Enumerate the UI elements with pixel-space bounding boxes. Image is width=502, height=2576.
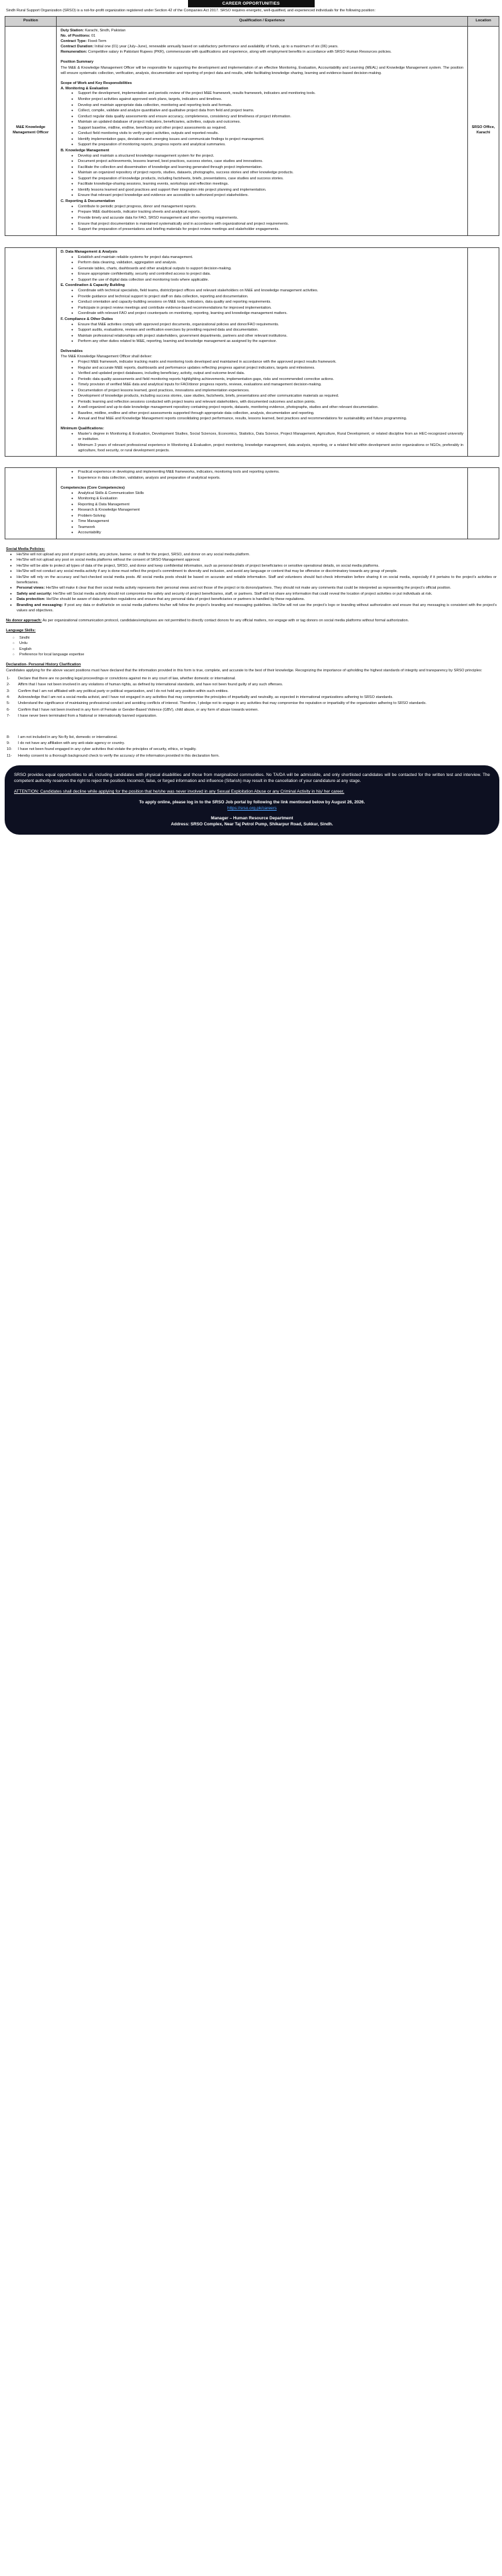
- list-item: ● Support the preparation of knowledge products, including factsheets, briefs, presentations, case studies and success stories.: [71, 177, 463, 182]
- list-item: ● Reporting & Data Management: [71, 503, 463, 508]
- careers-link[interactable]: https://srso.org.pk/careers: [227, 806, 277, 811]
- blank-cell: [5, 468, 57, 539]
- section-c-list: [61, 205, 463, 233]
- list-item: ● Ensure appropriate confidentiality, security and controlled access to project data.: [71, 272, 463, 277]
- declaration-item: 5- Understand the significance of maintaining professional conduct and avoiding conflicts of interest. Therefore, I pledge not to engage in any activities that may compromise the reputation or impartiality of the organization adhering to SRSO standards.: [7, 701, 427, 706]
- remuneration: Remuneration: Competitive salary in Pakistani Rupees (PKR), commensurate with qualifications and experience, along with employment benefits in accordance with SRSO Human Resources policies.: [61, 49, 392, 54]
- list-item: ● He/She will rely on the accuracy and fact-checked social media posts. All social media posts should be based on accurate and reliable information. Staff and volunteers should fact-check information before sharing it on social media, especially if it pertains to the project’s activities or beneficiaries.: [10, 575, 497, 586]
- min-qualifications-list: [61, 432, 463, 453]
- declaration-item: 11- Hereby consent to a thorough background check to verify the accuracy of the information provided in this declaration form.: [7, 753, 220, 758]
- table-row: [5, 468, 499, 539]
- equal-opportunity-text: SRSO provides equal opportunities to all, including candidates with physical disabilities and those from marginalized communities. No TA/DA will be admissible, and only shortlisted candidates will be contacted for the written test and interview. The competent authority reserves the right to reject the position. Incorrect, false, or forged information and influence (Sifarish) may result in the cancellation of your candidature at any stage.: [14, 772, 490, 784]
- list-item: ● Research & Knowledge Management: [71, 508, 463, 513]
- declaration-item: 3- Confirm that I am not affiliated with any political party or political organization, and I do not hold any position within such entities.: [7, 689, 229, 693]
- min-qualifications-list-continued: [61, 470, 463, 481]
- list-item: ● He/She will not conduct any social media activity if any is done must reflect the project’s commitment to diversity and inclusion, and avoid any language or content that may be offensive or discriminatory towards any group of people.: [10, 569, 497, 575]
- location-name: SRSO Office, Karachi: [471, 125, 495, 135]
- list-item: ● Develop and maintain appropriate data collection, monitoring and reporting tools and formats.: [71, 103, 463, 109]
- blank-cell: [468, 468, 499, 539]
- footer-notice: [5, 765, 499, 835]
- qualification-cell-continued: [57, 468, 468, 539]
- list-item: ● Provide guidance and technical support to project staff on data collection, reporting and documentation.: [71, 295, 463, 300]
- table-row: [5, 248, 499, 457]
- list-item: ● Teamwork: [71, 525, 463, 531]
- header-position: Position: [5, 17, 57, 26]
- list-item: ○ English: [13, 647, 497, 653]
- list-item: ● Identify lessons learned and good practices and support their integration into project planning and implementation.: [71, 188, 463, 193]
- section-a-list: [61, 91, 463, 148]
- position-table-continued: [5, 467, 499, 539]
- list-item: ● Maintain professional relationships with project stakeholders, government departments, partners and other relevant institutions.: [71, 334, 463, 339]
- list-item: ● Monitoring & Evaluation: [71, 497, 463, 502]
- blank-cell: [5, 248, 57, 457]
- list-item: ● Facilitate the collection and dissemination of knowledge and learning generated through project implementation.: [71, 165, 463, 171]
- list-item: ● Minimum 3 years of relevant professional experience in Monitoring & Evaluation, project monitoring, knowledge management, data analysis, reporting, or a related field within development sector organizations or NGOs, preferably in agriculture, food security, or rural development projects.: [71, 443, 463, 454]
- section-e-title: E. Coordination & Capacity Building: [61, 283, 125, 288]
- deliverables-list: [61, 360, 463, 422]
- duty-station: Duty Station: Karachi, Sindh, Pakistan: [61, 29, 126, 33]
- list-item: ● Ensure that M&E activities comply with approved project documents, organizational policies and donor/FAO requirements.: [71, 323, 463, 328]
- list-item: ● Periodic data quality assessments and field monitoring reports highlighting achievements, implementation gaps, risks and recommended corrective actions.: [71, 377, 463, 383]
- summary-text: The M&E & Knowledge Management Officer will be responsible for supporting the development and implementation of an effective Monitoring, Evaluation, Accountability and Learning (MEAL) and Knowledge Management system. The position will ensure systematic collection, verification, analysis, documentation and reporting of project data and results, while facilitating knowledge sharing, learning and evidence-based decision-making.: [61, 65, 463, 75]
- list-item: ● Branding and messaging: If post any data or draft/article on social media platforms his/her will follow the project’s branding and messaging guidelines. He/She will not use the project’s logo or branding without authorization and ensure that any messaging is consistent with the project’s values and objectives.: [10, 603, 497, 614]
- list-item: ● Contribute to periodic project progress, donor and management reports.: [71, 205, 463, 210]
- positions-count: No. of Positions: 01: [61, 34, 96, 39]
- declaration-item: 2- Affirm that I have not been involved in any violations of human rights, as defined by international standards, and have not been found guilty of any such offenses.: [7, 683, 283, 687]
- list-item: ● Provide timely and accurate data for FAO, SRSO management and other reporting requirements.: [71, 216, 463, 221]
- language-list: [6, 636, 497, 658]
- list-item: ● Support the preparation of presentations and briefing materials for project review meetings and stakeholder engagements.: [71, 227, 463, 233]
- social-media-list: [6, 553, 497, 614]
- list-item: ● Accountability: [71, 531, 463, 536]
- declaration-item: 8- I am not included in any No-fly list, domestic or international.: [7, 735, 118, 739]
- section-d-list: [61, 255, 463, 283]
- no-donor-approach: No donor approach: As per organizational communication protocol, candidates/employees are not permitted to directly contact donors for any official matters, nor engage with or tag donors on social media platforms without formal authorization.: [6, 618, 409, 623]
- list-item: ● Regular and accurate M&E reports, dashboards and performance updates reflecting progress against project indicators, targets and milestones.: [71, 366, 463, 371]
- declaration-list: [6, 677, 497, 719]
- section-a-title: A. Monitoring & Evaluation: [61, 86, 109, 91]
- list-item: ● Support the development, implementation and periodic review of the project M&E framework, results framework, indicators and monitoring tools.: [71, 91, 463, 97]
- table-header-row: [5, 17, 499, 27]
- banner-title: CAREER OPPORTUNITIES: [188, 0, 315, 7]
- list-item: ● Support baseline, midline, endline, beneficiary and other project assessments as required.: [71, 126, 463, 131]
- list-item: ● Ensure that project documentation is maintained systematically and in accordance with organizational and project requirements.: [71, 222, 463, 227]
- list-item: ● Conduct orientation and capacity-building sessions on M&E tools, indicators, data quality and reporting requirements.: [71, 300, 463, 305]
- section-b-title: B. Knowledge Management: [61, 148, 109, 153]
- list-item: ● Development of knowledge products, including success stories, case studies, factsheets, briefs, presentations and other communication materials as required.: [71, 394, 463, 399]
- list-item: ● Document project achievements, lessons learned, best practices, success stories, case studies and innovations.: [71, 159, 463, 165]
- hr-manager: Manager – Human Resource Department: [211, 815, 293, 821]
- list-item: ● Master's degree in Monitoring & Evaluation, Development Studies, Social Sciences, Economics, Statistics, Data Science, Project Management, Agriculture, Rural Development, or related discipline from an HEC-recognized university or institution.: [71, 432, 463, 443]
- list-item: ● Generate tables, charts, dashboards and other analytical outputs to support decision-making.: [71, 267, 463, 272]
- deliverables-intro: The M&E Knowledge Management Officer shall deliver:: [61, 355, 153, 359]
- section-f-list: [61, 323, 463, 345]
- competencies-list: [61, 491, 463, 537]
- contract-type: Contract Type: Fixed-Term: [61, 39, 107, 43]
- list-item: ● Maintain an organized repository of project reports, studies, datasets, photographs, success stories and other knowledge products.: [71, 171, 463, 176]
- declaration-item: 6- Confirm that I have not been involved in any form of Female or Gender-Based Violence (GBV), child abuse, or any form of abuse towards women.: [7, 707, 259, 712]
- list-item: ● Baseline, midline, endline and other project assessments supported through appropriate data collection, analysis, documentation and reporting.: [71, 411, 463, 417]
- declaration-item: 10- I have not been found engaged in any cyber activities that violate the principles of security, ethics, or legality.: [7, 747, 197, 752]
- list-item: ● Monitor project activities against approved work plans, targets, indicators and timelines.: [71, 97, 463, 103]
- apply-instructions: To apply online, please log in to the SRSO Job portal by following the link mentioned below by August 26, 2026.: [139, 799, 365, 805]
- section-f-title: F. Compliance & Other Duties: [61, 317, 113, 321]
- list-item: ● Data protection: He/She should be aware of data protection regulations and ensure that any personal data of project beneficiaries or partners is handled by these regulations.: [10, 597, 497, 603]
- list-item: ● Documentation of project lessons learned, good practices, innovations and implementation experiences.: [71, 389, 463, 394]
- list-item: ● Facilitate knowledge-sharing sessions, learning events, workshops and reflection meetings.: [71, 182, 463, 187]
- contract-duration: Contract Duration: Initial one (01) year (July–June), renewable annually based on satisfactory performance and availability of funds, up to a maximum of six (06) years.: [61, 44, 339, 49]
- attention-text: ATTENTION: Candidates shall decline while applying for the position that he/she was never involved in any Sexual Exploitation Abuse or any Criminal Activity in his/ her career.: [14, 789, 345, 794]
- list-item: ● Project M&E framework, indicator tracking matrix and monitoring tools developed and maintained in accordance with the approved project results framework.: [71, 360, 463, 365]
- qualification-cell-continued: [57, 248, 468, 457]
- list-item: ○ Preference for local language expertise: [13, 653, 497, 658]
- competencies-title: Competencies (Core Competencies): [61, 485, 125, 490]
- list-item: ● Practical experience in developing and implementing M&E frameworks, indicators, monitoring tools and reporting systems.: [71, 470, 463, 475]
- list-item: ● Perform any other duties related to M&E, reporting, learning and knowledge management as assigned by the supervisor.: [71, 339, 463, 345]
- declaration-title: Declaration- Personal History Clarification: [6, 663, 81, 667]
- policies-section: [0, 547, 502, 759]
- list-item: ● A well-organized and up-to-date knowledge management repository containing project reports, datasets, monitoring evidence, photographs, studies and other relevant documentation.: [71, 405, 463, 411]
- position-table: [5, 16, 499, 235]
- list-item: ● Participate in project review meetings and contribute evidence-based recommendations for improved implementation.: [71, 306, 463, 311]
- declaration-intro: Candidates applying for the above vacant positions must have declared that the information provided in this form is true, complete, and accurate to the best of their knowledge. Recognizing the importance of upholding the highest standards of integrity and transparency by SRSO principles:: [6, 668, 483, 673]
- declaration-item: 1- Declare that there are no pending legal proceedings or convictions against me in any court of law, whether domestic or international.: [7, 676, 236, 681]
- list-item: ● Timely provision of verified M&E data and analytical inputs for FAO/donor progress reports, reviews, evaluations and management decision-making.: [71, 383, 463, 388]
- header-location: Location: [475, 19, 491, 23]
- table-row: [5, 27, 499, 235]
- list-item: ● Collect, compile, validate and analyze quantitative and qualitative project data from field and project teams.: [71, 109, 463, 114]
- list-item: ● Coordinate with relevant FAO and project counterparts on monitoring, reporting, learning and knowledge-management matters.: [71, 311, 463, 317]
- list-item: ● Conduct regular data quality assessments and ensure accuracy, completeness, consistency and timeliness of project information.: [71, 115, 463, 120]
- position-name: M&E Knowledge Management Officer: [5, 27, 57, 235]
- section-c-title: C. Reporting & Documentation: [61, 199, 115, 203]
- list-item: ● Maintain an updated database of project indicators, beneficiaries, activities, outputs and outcomes.: [71, 120, 463, 125]
- section-b-list: [61, 154, 463, 199]
- list-item: ● Experience in data collection, validation, analysis and preparation of analytical reports.: [71, 476, 463, 481]
- list-item: ● Support the use of digital data collection and monitoring tools where applicable.: [71, 278, 463, 283]
- social-media-title: Social Media Policies:: [6, 547, 45, 551]
- header-qualification: Qualification / Experience: [57, 17, 468, 26]
- list-item: ● Problem-Solving: [71, 514, 463, 519]
- summary-title: Position Summary: [61, 59, 94, 64]
- list-item: ● Establish and maintain reliable systems for project data management.: [71, 255, 463, 261]
- list-item: ● Perform data cleaning, validation, aggregation and analysis.: [71, 261, 463, 266]
- min-qualifications-title: Minimum Qualifications:: [61, 427, 104, 431]
- list-item: ● Safety and security: He/She will Social media activity should not compromise the safety and security of project beneficiaries, staff, or partners. Staff will not share any information that could reveal the location of project activities or put individuals at risk.: [10, 592, 497, 597]
- qualification-cell: [57, 27, 468, 235]
- position-table-continued: [5, 247, 499, 457]
- list-item: ○ Urdu: [13, 641, 497, 647]
- list-item: ● Support the preparation of monitoring reports, progress reports and analytical summaries.: [71, 143, 463, 148]
- list-item: ● Prepare M&E dashboards, indicator tracking sheets and analytical reports.: [71, 210, 463, 215]
- list-item: ● Personal views: He/She will make it clear that their social media activity represents their personal views and not those of the project or its donors/partners. They should not make any comments that could be interpreted as representing the project’s official position.: [10, 586, 497, 591]
- intro-text: Sindh Rural Support Organization (SRSO) is a not-for-profit organization registered under Section 42 of the Companies Act 2017. SRSO requires energetic, well-qualified, and experienced individuals for the following position:: [6, 9, 376, 13]
- declaration-item: 7- I have never been terminated from a National or internationally banned organization.: [7, 713, 157, 718]
- list-item: ● Verified and updated project databases, including beneficiary, activity, output and outcome-level data.: [71, 371, 463, 377]
- list-item: ● Time Management: [71, 519, 463, 525]
- list-item: ● Identify implementation gaps, deviations and emerging issues and communicate findings to project management.: [71, 137, 463, 143]
- list-item: ● Coordinate with technical specialists, field teams, district/project offices and relevant stakeholders on M&E and knowledge management activities.: [71, 289, 463, 294]
- list-item: ● Analytical Skills & Communication Skills: [71, 491, 463, 497]
- list-item: ● Conduct field monitoring visits to verify project activities, outputs and reported results.: [71, 131, 463, 137]
- declaration-item: 9- I do not have any affiliation with any anti-state agency or country.: [7, 741, 125, 746]
- section-d-title: D. Data Management & Analysis: [61, 249, 117, 254]
- list-item: ● Ensure that relevant project knowledge and evidence are accessible to authorized project stakeholders.: [71, 193, 463, 199]
- section-e-list: [61, 289, 463, 317]
- list-item: ● Periodic learning and reflection sessions conducted with project teams and relevant stakeholders, with documented outcomes and action points.: [71, 400, 463, 405]
- blank-cell: [468, 248, 499, 457]
- office-address: Address: SRSO Complex, Near Taj Petrol Pump, Shikarpur Road, Sukkur, Sindh.: [171, 822, 333, 827]
- list-item: ● He/She will not upload any post of project activity, any picture, banner, or draft for the project, SRSO, and donor on any social media platform.: [10, 553, 497, 558]
- list-item: ● He/She will be able to protect all types of data of the project, SRSO, and donor and keep confidential information, such as personal details of project beneficiaries or sensitive operational details, on social media platforms.: [10, 564, 497, 569]
- declaration-list-continued: [6, 735, 497, 759]
- list-item: ● Support audits, evaluations, reviews and verification exercises by providing required data and documentation.: [71, 328, 463, 333]
- list-item: ○ Sindhi: [13, 636, 497, 641]
- deliverables-title: Deliverables: [61, 349, 83, 354]
- list-item: ● He/She will not upload any post on social media platforms without the consent of SRSO Management approval.: [10, 558, 497, 563]
- scope-title: Scope of Work and Key Responsibilities: [61, 81, 132, 85]
- list-item: ● Develop and maintain a structured knowledge management system for the project.: [71, 154, 463, 159]
- declaration-item: 4- Acknowledge that I am not a social media activist, and I have not engaged in any activities that may compromise the principles of impartiality and neutrality, as expected in international organizations adhering to SRSO standards.: [7, 695, 393, 699]
- language-skills-title: Language Skills:: [6, 628, 36, 633]
- list-item: ● Annual and final M&E and Knowledge Management reports consolidating project performance, results, lessons learned, best practices and recommendations for sustainability and future programming.: [71, 417, 463, 422]
